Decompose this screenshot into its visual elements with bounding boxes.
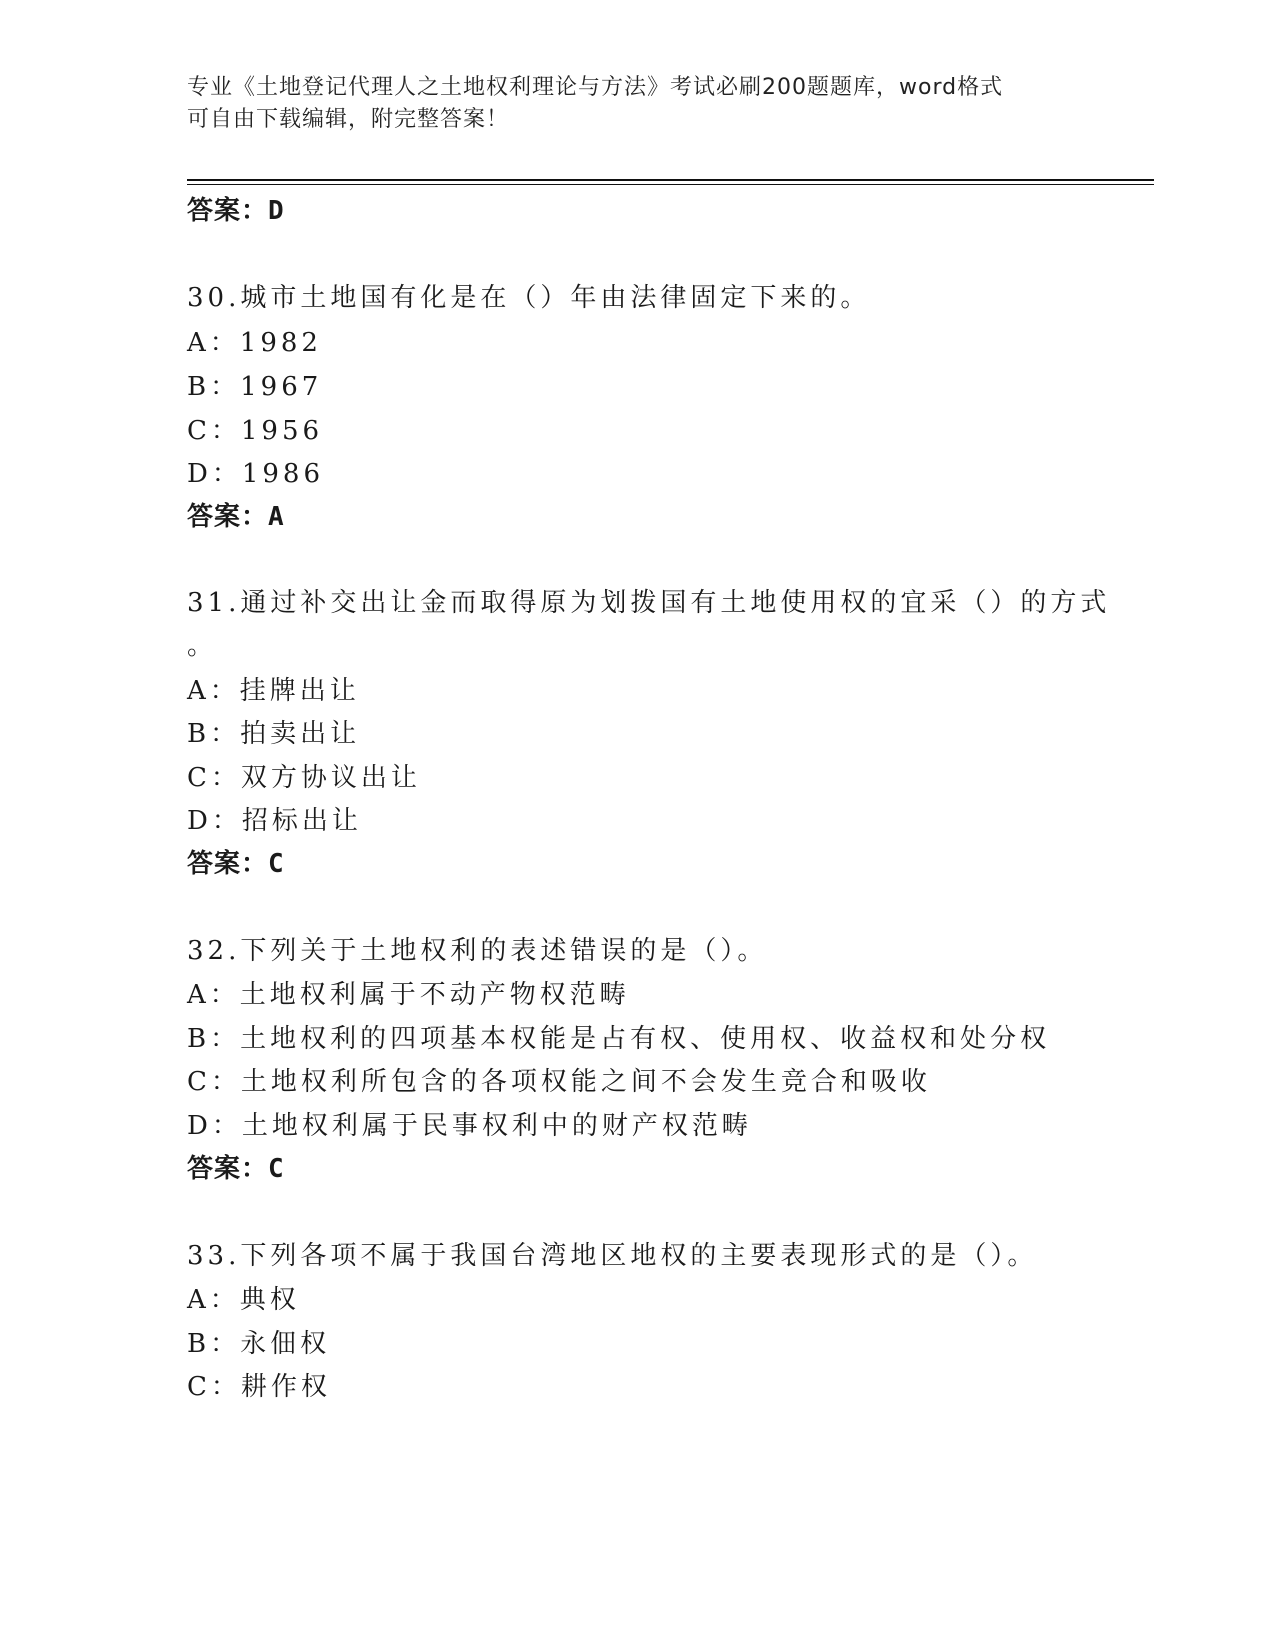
question-30-answer: 答案：A [187,502,285,532]
question-31-option-c: C：双方协议出让 [187,763,421,793]
question-33-option-a: A：典权 [187,1285,300,1315]
question-32-option-a: A：土地权利属于不动产物权范畴 [187,980,630,1010]
question-31-option-d: D：招标出让 [187,806,362,836]
header-line-2: 可自由下载编辑，附完整答案！ [187,107,510,132]
question-32-option-d: D：土地权利属于民事权利中的财产权范畴 [187,1111,752,1141]
question-31-answer: 答案：C [187,849,285,879]
question-33-option-c: C：耕作权 [187,1372,331,1402]
question-32-text: 32.下列关于土地权利的表述错误的是（）。 [187,936,768,966]
question-30-option-b: B：1967 [187,372,323,402]
question-31-text-continued: 。 [187,631,218,661]
header-line-1: 专业《土地登记代理人之土地权利理论与方法》考试必刷200题题库，word格式 [187,75,1004,100]
question-32-option-c: C：土地权利所包含的各项权能之间不会发生竞合和吸收 [187,1067,931,1097]
question-30-option-c: C：1956 [187,416,324,446]
header-rule-thick [187,179,1154,181]
question-31-option-b: B：拍卖出让 [187,719,361,749]
question-30-option-a: A：1982 [187,328,322,358]
question-30-text: 30.城市土地国有化是在（）年由法律固定下来的。 [187,283,871,313]
document-header [187,72,1087,136]
question-33-option-b: B：永佃权 [187,1329,331,1359]
previous-answer: 答案：D [187,196,285,226]
question-32-answer: 答案：C [187,1154,285,1184]
question-33-text: 33.下列各项不属于我国台湾地区地权的主要表现形式的是（）。 [187,1241,1038,1271]
header-rule-thin [187,184,1154,185]
question-31-option-a: A：挂牌出让 [187,676,360,706]
question-31-text: 31.通过补交出让金而取得原为划拨国有土地使用权的宜采（）的方式 [187,588,1111,618]
question-32-option-b: B：土地权利的四项基本权能是占有权、使用权、收益权和处分权 [187,1024,1051,1054]
question-30-option-d: D：1986 [187,459,325,489]
